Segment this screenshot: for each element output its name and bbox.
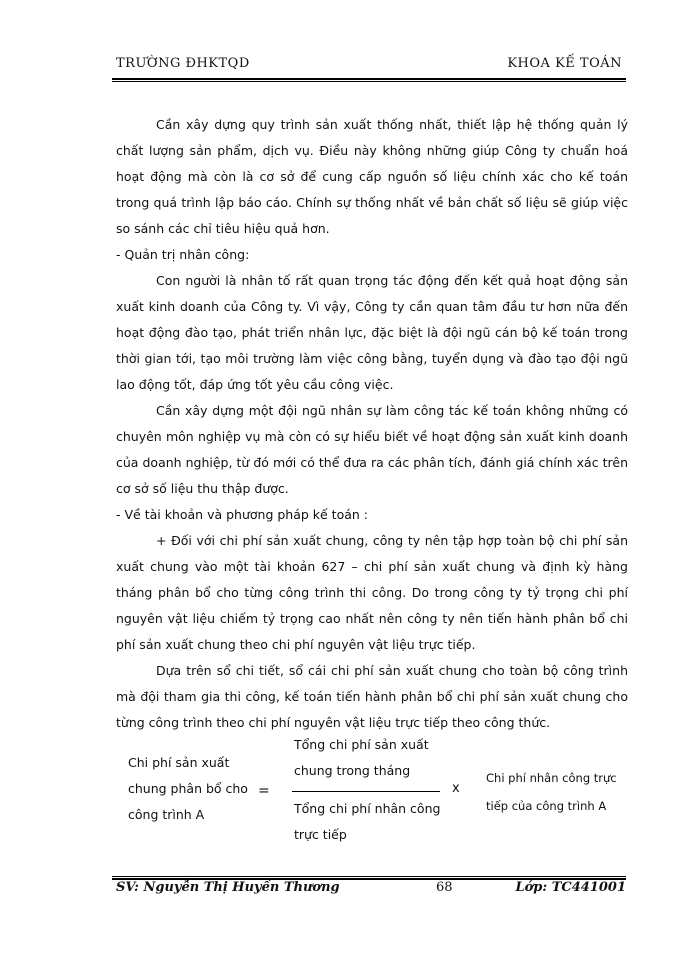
header-rule xyxy=(112,78,626,82)
document-body xyxy=(116,112,628,736)
formula-equals-sign: = xyxy=(258,783,270,799)
footer-page-number: 68 xyxy=(436,880,453,895)
formula-denominator: Tổng chi phí nhân công trực tiếp xyxy=(294,801,441,842)
formula-fraction-bar xyxy=(292,791,440,792)
header-school: TRƯỜNG ĐHKTQD xyxy=(116,56,250,71)
paragraph-accounting-staff: Cần xây dựng một đội ngũ nhân sự làm công tác kế toán không những có chuyên môn nghiệp vụ mà còn có sự hiểu biết về hoạt động sản xuất kinh doanh của doanh nghiệp, từ đó mới có thể đưa ra các phân tích, đánh giá chính xác trên cơ sở số liệu thu thập được. xyxy=(116,403,628,496)
paragraph-allocation-basis: Dựa trên sổ chi tiết, sổ cái chi phí sản xuất chung cho toàn bộ công trình mà đội tham gia thi công, kế toán tiến hành phân bổ chi phí sản xuất chung cho từng công trình theo chi phí nguyên vật liệu trực tiếp theo công thức. xyxy=(116,663,628,730)
footer-student-name: SV: Nguyễn Thị Huyền Thương xyxy=(116,880,340,895)
footer-class-code: Lớp: TC441001 xyxy=(515,880,626,895)
header-faculty: KHOA KẾ TOÁN xyxy=(507,56,622,71)
paragraph-overhead-cost: + Đối với chi phí sản xuất chung, công ty nên tập hợp toàn bộ chi phí sản xuất chung vào một tài khoản 627 – chi phí sản xuất chung và định kỳ hàng tháng phân bổ cho từng công trình thi công. Do trong công ty tỷ trọng chi phí nguyên vật liệu chiếm tỷ trọng cao nhất nên công ty nên tiến hành phân bổ chi phí sản xuất chung theo chi phí nguyên vật liệu trực tiếp. xyxy=(116,533,628,652)
paragraph-production-process: Cần xây dựng quy trình sản xuất thống nhất, thiết lập hệ thống quản lý chất lượng sản phẩm, dịch vụ. Điều này không những giúp Công ty chuẩn hoá hoạt động mà còn là cơ sở để cung cấp nguồn số liệu chính xác cho kế toán trong quá trình lập báo cáo. Chính sự thống nhất về bản chất số liệu sẽ giúp việc so sánh các chỉ tiêu hiệu quả hơn. xyxy=(116,117,628,236)
formula-multiplier-term: Chi phí nhân công trực tiếp của công trình A xyxy=(486,771,617,813)
formula-result-term: Chi phí sản xuất chung phân bổ cho công trình A xyxy=(128,755,248,822)
formula-numerator: Tổng chi phí sản xuất chung trong tháng xyxy=(294,737,429,778)
formula-multiply-sign: x xyxy=(452,781,460,796)
heading-accounts-method: - Về tài khoản và phương pháp kế toán : xyxy=(116,507,369,522)
paragraph-human-factor: Con người là nhân tố rất quan trọng tác động đến kết quả hoạt động sản xuất kinh doanh của Công ty. Vì vậy, Công ty cần quan tâm đầu tư hơn nữa đến hoạt động đào tạo, phát triển nhân lực, đặc biệt là đội ngũ cán bộ kế toán trong thời gian tới, tạo môi trường làm việc công bằng, tuyển dụng và đào tạo đội ngũ lao động tốt, đáp ứng tốt yêu cầu công việc. xyxy=(116,273,628,392)
allocation-formula xyxy=(116,732,628,852)
heading-labor-management: - Quản trị nhân công: xyxy=(116,247,250,262)
